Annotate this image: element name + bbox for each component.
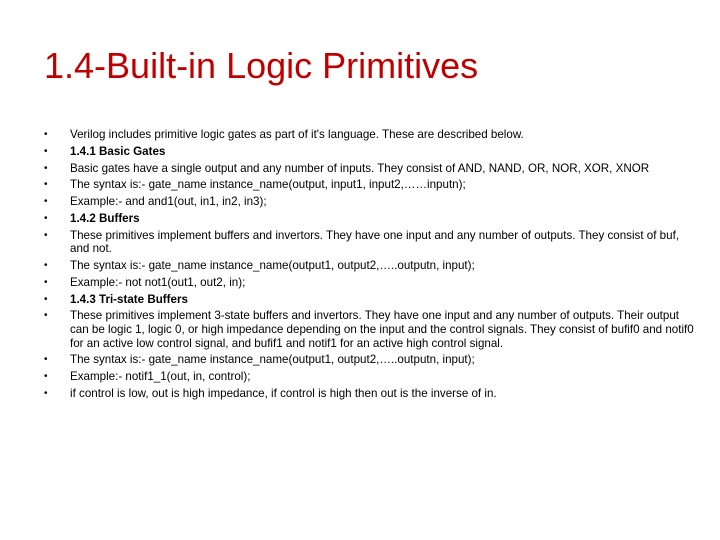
bullet-item (44, 212, 694, 226)
bullet-item (44, 195, 694, 209)
bullet-item (44, 387, 694, 401)
bullet-dot-icon: • (44, 371, 48, 383)
bullet-dot-icon: • (44, 196, 48, 208)
bullet-dot-icon: • (44, 310, 48, 322)
bullet-text: Example:- not not1(out1, out2, in); (70, 275, 246, 289)
bullet-text: These primitives implement buffers and invertors. They have one input and any number of outputs. They consist of buf, and not. (70, 228, 680, 256)
bullet-text: Example:- and and1(out, in1, in2, in3); (70, 195, 267, 209)
bullet-dot-icon: • (44, 179, 48, 191)
bullet-dot-icon: • (44, 387, 48, 399)
bullet-text: 1.4.3 Tri-state Buffers (70, 292, 188, 306)
bullet-item (44, 128, 694, 142)
bullet-text: Verilog includes primitive logic gates as part of it's language. These are described below. (70, 128, 524, 141)
bullet-dot-icon: • (44, 162, 48, 174)
bullet-dot-icon: • (44, 229, 48, 241)
bullet-item (44, 162, 694, 176)
bullet-item (44, 178, 694, 192)
bullet-dot-icon: • (44, 354, 48, 366)
bullet-text: 1.4.2 Buffers (70, 211, 140, 225)
slide-title: 1.4-Built-in Logic Primitives (44, 45, 479, 86)
bullet-item (44, 145, 694, 159)
bullet-text: if control is low, out is high impedance, if control is high then out is the inverse of in. (70, 386, 497, 400)
bullet-item (44, 309, 694, 350)
bullet-dot-icon: • (44, 260, 48, 272)
bullet-dot-icon: • (44, 129, 48, 140)
bullet-text: Example:- notif1_1(out, in, control); (70, 370, 251, 384)
bullet-text: The syntax is:- gate_name instance_name(output1, output2,…..outputn, input); (70, 353, 475, 367)
bullet-item (44, 259, 694, 273)
bullet-dot-icon: • (44, 293, 48, 305)
bullet-text: The syntax is:- gate_name instance_name(output1, output2,…..outputn, input); (70, 259, 475, 273)
bullet-dot-icon: • (44, 212, 48, 224)
bullet-text: These primitives implement 3-state buffers and invertors. They have one input and any number of outputs. Their output can be logic 1, logic 0, or high impedance depending on the input and the control signals. They consist of bufif0 and notif0 for an active low control signal, and bufif1 and notif1 for an active high control signal. (70, 309, 694, 350)
bullet-item (44, 229, 694, 256)
bullet-text: Basic gates have a single output and any number of inputs. They consist of AND, NAND, OR, NOR, XOR, XNOR (70, 161, 650, 175)
bullet-item (44, 293, 694, 307)
bullet-text: 1.4.1 Basic Gates (70, 144, 166, 158)
bullet-item (44, 276, 694, 290)
bullet-text: The syntax is:- gate_name instance_name(output, input1, input2,……inputn); (70, 178, 466, 192)
bullet-dot-icon: • (44, 276, 48, 288)
bullet-list (44, 128, 694, 404)
bullet-dot-icon: • (44, 145, 48, 157)
bullet-item (44, 353, 694, 367)
bullet-item (44, 370, 694, 384)
